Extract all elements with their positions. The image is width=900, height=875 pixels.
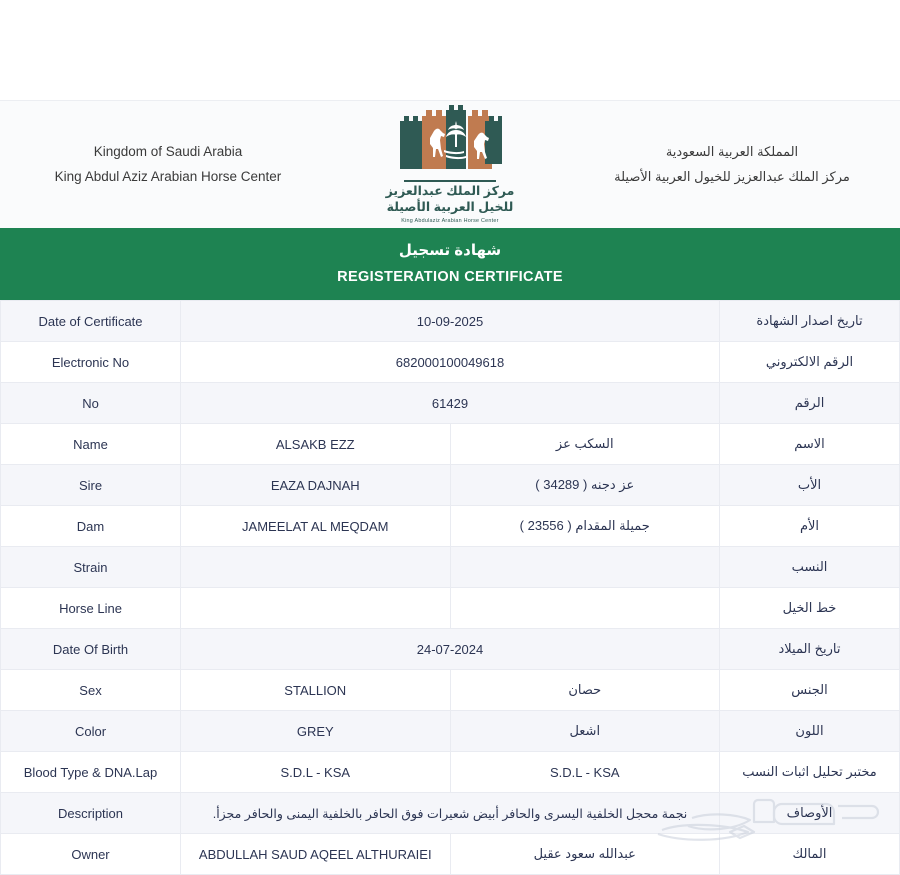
header-arabic-line-2: مركز الملك عبدالعزيز للخيول العربية الأصيلة <box>614 168 850 184</box>
row-english-value: ALSAKB EZZ <box>181 424 451 465</box>
row-arabic-value: السكب عز <box>450 424 720 465</box>
row-arabic-label: مختبر تحليل اثبات النسب <box>720 752 900 793</box>
table-row <box>1 424 900 465</box>
row-value-merged: 24-07-2024 <box>181 629 720 670</box>
table-row <box>1 342 900 383</box>
row-english-label: Strain <box>1 547 181 588</box>
header-arabic-titles <box>582 140 882 188</box>
row-arabic-label: تاريخ اصدار الشهادة <box>720 301 900 342</box>
row-english-label: Electronic No <box>1 342 181 383</box>
header-english-line-1: Kingdom of Saudi Arabia <box>93 143 243 159</box>
row-english-label: Blood Type & DNA.Lap <box>1 752 181 793</box>
row-english-label: Date of Certificate <box>1 301 181 342</box>
row-value-merged: 10-09-2025 <box>181 301 720 342</box>
table-row <box>1 383 900 424</box>
row-english-label: Name <box>1 424 181 465</box>
table-row <box>1 629 900 670</box>
table-row <box>1 506 900 547</box>
table-row <box>1 834 900 875</box>
row-english-value: ABDULLAH SAUD AQEEL ALTHURAIEI <box>181 834 451 875</box>
logo-arabic-text <box>386 184 515 215</box>
row-arabic-label: اللون <box>720 711 900 752</box>
header-english-line-2: King Abdul Aziz Arabian Horse Center <box>54 168 282 184</box>
row-arabic-value: S.D.L - KSA <box>450 752 720 793</box>
row-english-label: Sire <box>1 465 181 506</box>
row-english-label: Description <box>1 793 181 834</box>
row-arabic-label: الأوصاف <box>720 793 900 834</box>
logo-divider <box>404 180 496 182</box>
row-arabic-value: عبدالله سعود عقيل <box>450 834 720 875</box>
row-english-label: Owner <box>1 834 181 875</box>
row-arabic-label: الرقم الالكتروني <box>720 342 900 383</box>
logo-english-text: King Abdulaziz Arabian Horse Center <box>401 217 499 224</box>
row-english-value <box>181 547 451 588</box>
certificate-details-table <box>0 300 900 875</box>
row-arabic-value: جميلة المقدام ( 23556 ) <box>450 506 720 547</box>
table-row <box>1 301 900 342</box>
row-arabic-value: عز دجنه ( 34289 ) <box>450 465 720 506</box>
certificate-header <box>0 100 900 228</box>
row-arabic-label: الجنس <box>720 670 900 711</box>
row-arabic-label: الأم <box>720 506 900 547</box>
center-logo <box>375 105 525 223</box>
table-row <box>1 588 900 629</box>
row-arabic-label: خط الخيل <box>720 588 900 629</box>
row-english-label: Color <box>1 711 181 752</box>
table-row <box>1 465 900 506</box>
row-arabic-value <box>450 588 720 629</box>
row-english-value <box>181 588 451 629</box>
table-row <box>1 711 900 752</box>
row-value-merged: 61429 <box>181 383 720 424</box>
row-arabic-value: حصان <box>450 670 720 711</box>
banner-arabic-title: شهادة تسجيل <box>398 242 502 259</box>
row-english-value: STALLION <box>181 670 451 711</box>
row-arabic-label: الأب <box>720 465 900 506</box>
row-english-value: EAZA DAJNAH <box>181 465 451 506</box>
row-value-merged: نجمة محجل الخلفية اليسرى والحافر أبيض شعيرات فوق الحافر بالخلفية اليمنى والحافر مجزأ. <box>181 793 720 834</box>
page-top-spacer <box>0 0 900 100</box>
row-english-label: Date Of Birth <box>1 629 181 670</box>
table-row <box>1 670 900 711</box>
row-english-label: Sex <box>1 670 181 711</box>
table-row <box>1 793 900 834</box>
row-english-label: No <box>1 383 181 424</box>
certificate-title-banner <box>0 228 900 300</box>
header-arabic-line-1: المملكة العربية السعودية <box>665 144 799 160</box>
table-row <box>1 547 900 588</box>
row-arabic-label: الرقم <box>720 383 900 424</box>
table-row <box>1 752 900 793</box>
row-arabic-label: تاريخ الميلاد <box>720 629 900 670</box>
logo-arabic-line-1: مركز الملك عبدالعزيز <box>385 183 515 198</box>
row-english-value: GREY <box>181 711 451 752</box>
horse-center-logo-icon <box>398 105 502 177</box>
header-english-titles <box>18 140 318 190</box>
row-english-label: Horse Line <box>1 588 181 629</box>
row-arabic-label: الاسم <box>720 424 900 465</box>
row-arabic-label: المالك <box>720 834 900 875</box>
row-arabic-value: اشعل <box>450 711 720 752</box>
row-value-merged: 682000100049618 <box>181 342 720 383</box>
row-english-value: S.D.L - KSA <box>181 752 451 793</box>
row-english-label: Dam <box>1 506 181 547</box>
certificate-table-body <box>1 301 900 875</box>
row-english-value: JAMEELAT AL MEQDAM <box>181 506 451 547</box>
logo-arabic-line-2: للخيل العربية الأصيلة <box>386 199 514 214</box>
banner-english-title: REGISTERATION CERTIFICATE <box>337 268 563 285</box>
row-arabic-value <box>450 547 720 588</box>
row-arabic-label: النسب <box>720 547 900 588</box>
